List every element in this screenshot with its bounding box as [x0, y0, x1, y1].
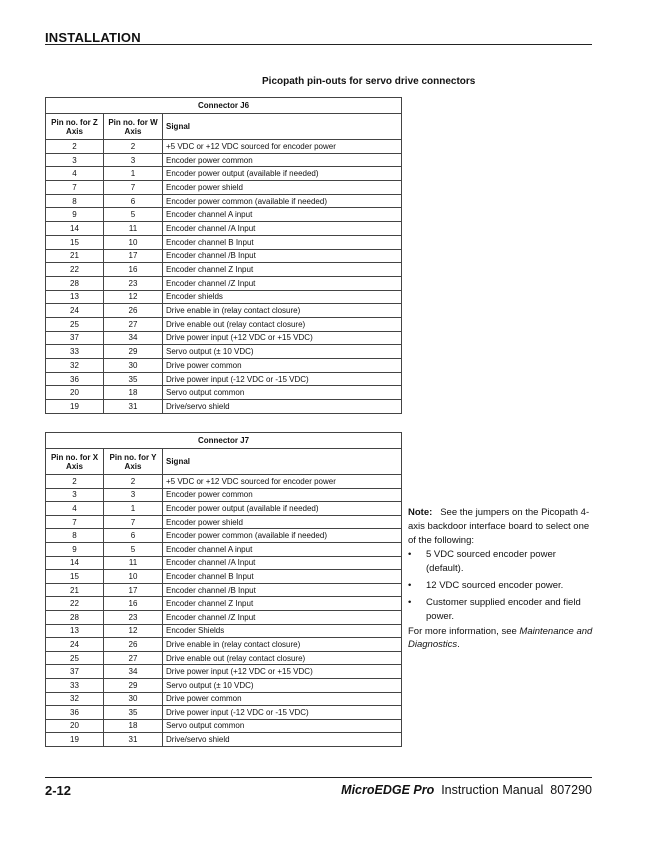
pin-cell-2: 17 [104, 249, 163, 263]
pin-cell-1: 37 [46, 665, 104, 679]
footer-manual-info [341, 783, 592, 797]
pin-cell-2: 12 [104, 290, 163, 304]
signal-cell: Encoder power common (available if needed) [163, 194, 402, 208]
page-title: Picopath pin-outs for servo drive connectors [262, 76, 476, 87]
signal-cell: Encoder power common [163, 488, 402, 502]
pin-cell-1: 22 [46, 597, 104, 611]
connector-j7-table [45, 432, 402, 747]
pin-cell-2: 35 [104, 706, 163, 720]
pin-cell-1: 33 [46, 345, 104, 359]
column-header-w-axis: Pin no. for W Axis [104, 114, 163, 140]
pin-cell-1: 21 [46, 249, 104, 263]
pin-cell-2: 12 [104, 624, 163, 638]
pin-cell-2: 31 [104, 733, 163, 747]
column-header-signal: Signal [163, 114, 402, 140]
table-row [46, 249, 402, 263]
note-paragraph [408, 506, 593, 548]
table-row [46, 331, 402, 345]
table-row [46, 317, 402, 331]
table-row [46, 263, 402, 277]
pin-cell-1: 32 [46, 692, 104, 706]
signal-cell: Encoder channel B Input [163, 235, 402, 249]
table-body [46, 475, 402, 747]
pin-cell-2: 6 [104, 529, 163, 543]
signal-cell: Drive enable in (relay contact closure) [163, 304, 402, 318]
column-header-signal: Signal [163, 449, 402, 475]
signal-cell: Encoder shields [163, 290, 402, 304]
pin-cell-2: 34 [104, 331, 163, 345]
pin-cell-1: 15 [46, 235, 104, 249]
pin-cell-1: 2 [46, 475, 104, 489]
table-row [46, 400, 402, 414]
pin-cell-2: 11 [104, 556, 163, 570]
pin-cell-2: 16 [104, 263, 163, 277]
table-caption: Connector J7 [46, 433, 402, 449]
pin-cell-2: 34 [104, 665, 163, 679]
signal-cell: Encoder channel Z Input [163, 263, 402, 277]
table-row [46, 733, 402, 747]
note-label: Note: [408, 507, 433, 518]
signal-cell: Drive power common [163, 359, 402, 373]
pin-cell-2: 6 [104, 194, 163, 208]
more-info-prefix: For more information, see [408, 626, 520, 637]
pin-cell-1: 15 [46, 570, 104, 584]
pin-cell-1: 25 [46, 317, 104, 331]
signal-cell: Encoder power common [163, 153, 402, 167]
signal-cell: Servo output common [163, 719, 402, 733]
signal-cell: Encoder channel A input [163, 208, 402, 222]
pin-cell-1: 32 [46, 359, 104, 373]
manual-number: 807290 [550, 783, 592, 797]
signal-cell: Encoder channel /Z Input [163, 610, 402, 624]
table-row [46, 529, 402, 543]
pin-cell-1: 14 [46, 556, 104, 570]
pin-cell-1: 13 [46, 624, 104, 638]
pin-cell-1: 37 [46, 331, 104, 345]
pin-cell-2: 29 [104, 678, 163, 692]
pin-cell-1: 8 [46, 194, 104, 208]
pin-cell-1: 28 [46, 276, 104, 290]
signal-cell: Drive/servo shield [163, 400, 402, 414]
pin-cell-1: 4 [46, 502, 104, 516]
pin-cell-2: 31 [104, 400, 163, 414]
table-row [46, 638, 402, 652]
table-row [46, 181, 402, 195]
column-header-x-axis: Pin no. for X Axis [46, 449, 104, 475]
table-row [46, 556, 402, 570]
connector-j6-table [45, 97, 402, 414]
pin-cell-1: 36 [46, 372, 104, 386]
signal-cell: Drive power common [163, 692, 402, 706]
pin-cell-2: 26 [104, 638, 163, 652]
pin-cell-1: 22 [46, 263, 104, 277]
pin-cell-1: 9 [46, 208, 104, 222]
table-row [46, 515, 402, 529]
signal-cell: Drive enable in (relay contact closure) [163, 638, 402, 652]
signal-cell: Servo output (± 10 VDC) [163, 678, 402, 692]
signal-cell: Encoder power shield [163, 515, 402, 529]
signal-cell: Encoder power common (available if needed) [163, 529, 402, 543]
table-row [46, 502, 402, 516]
table-row [46, 488, 402, 502]
table-row [46, 304, 402, 318]
page-number: 2-12 [45, 783, 72, 798]
pin-cell-1: 36 [46, 706, 104, 720]
table-row [46, 678, 402, 692]
pin-cell-1: 33 [46, 678, 104, 692]
pin-cell-2: 5 [104, 208, 163, 222]
pin-cell-2: 2 [104, 140, 163, 154]
pin-cell-2: 1 [104, 502, 163, 516]
pin-cell-1: 13 [46, 290, 104, 304]
pin-cell-2: 27 [104, 651, 163, 665]
pin-cell-2: 2 [104, 475, 163, 489]
pin-cell-2: 29 [104, 345, 163, 359]
signal-cell: Servo output common [163, 386, 402, 400]
pin-cell-1: 7 [46, 515, 104, 529]
pin-cell-1: 4 [46, 167, 104, 181]
table-row [46, 359, 402, 373]
signal-cell: Drive power input (-12 VDC or -15 VDC) [163, 706, 402, 720]
table-row [46, 610, 402, 624]
column-header-y-axis: Pin no. for Y Axis [104, 449, 163, 475]
pin-cell-2: 7 [104, 181, 163, 195]
pin-cell-1: 25 [46, 651, 104, 665]
pin-cell-2: 10 [104, 570, 163, 584]
pin-cell-2: 18 [104, 386, 163, 400]
signal-cell: Servo output (± 10 VDC) [163, 345, 402, 359]
table-row [46, 386, 402, 400]
table-row [46, 597, 402, 611]
signal-cell: Encoder channel /Z Input [163, 276, 402, 290]
table-row [46, 665, 402, 679]
pin-cell-2: 3 [104, 153, 163, 167]
more-info [408, 625, 593, 651]
pin-cell-1: 19 [46, 400, 104, 414]
pin-cell-1: 20 [46, 386, 104, 400]
table-row [46, 583, 402, 597]
section-title: INSTALLATION [45, 30, 141, 45]
table-row [46, 222, 402, 236]
column-header-z-axis: Pin no. for Z Axis [46, 114, 104, 140]
pin-cell-2: 23 [104, 610, 163, 624]
pin-cell-2: 18 [104, 719, 163, 733]
pin-cell-2: 35 [104, 372, 163, 386]
pin-cell-2: 3 [104, 488, 163, 502]
signal-cell: Encoder channel B Input [163, 570, 402, 584]
signal-cell: Encoder channel /A Input [163, 556, 402, 570]
pin-cell-2: 30 [104, 359, 163, 373]
pin-cell-1: 2 [46, 140, 104, 154]
signal-cell: Encoder channel /A Input [163, 222, 402, 236]
pin-cell-2: 7 [104, 515, 163, 529]
pin-cell-1: 20 [46, 719, 104, 733]
table-row [46, 276, 402, 290]
table-row [46, 542, 402, 556]
table-row [46, 194, 402, 208]
list-item: • 12 VDC sourced encoder power. [408, 579, 593, 593]
table-body [46, 140, 402, 414]
signal-cell: Encoder power output (available if needed) [163, 502, 402, 516]
table-row [46, 624, 402, 638]
note-list [408, 548, 593, 624]
pin-cell-1: 21 [46, 583, 104, 597]
header-rule [45, 44, 592, 45]
pin-cell-2: 23 [104, 276, 163, 290]
pin-cell-2: 27 [104, 317, 163, 331]
pin-cell-2: 5 [104, 542, 163, 556]
pin-cell-2: 16 [104, 597, 163, 611]
signal-cell: Encoder channel /B Input [163, 583, 402, 597]
product-name: MicroEDGE Pro [341, 783, 435, 797]
signal-cell: Drive power input (-12 VDC or -15 VDC) [163, 372, 402, 386]
table-row [46, 706, 402, 720]
pin-cell-2: 10 [104, 235, 163, 249]
pin-cell-1: 3 [46, 153, 104, 167]
pin-cell-1: 19 [46, 733, 104, 747]
pin-cell-1: 7 [46, 181, 104, 195]
pin-cell-1: 28 [46, 610, 104, 624]
signal-cell: Drive enable out (relay contact closure) [163, 651, 402, 665]
table-row [46, 290, 402, 304]
table-row [46, 475, 402, 489]
list-item: • 5 VDC sourced encoder power (default). [408, 548, 593, 576]
signal-cell: Encoder channel /B Input [163, 249, 402, 263]
table-row [46, 372, 402, 386]
pin-cell-2: 26 [104, 304, 163, 318]
note-box [408, 506, 593, 627]
signal-cell: Encoder power output (available if needed) [163, 167, 402, 181]
signal-cell: Encoder channel Z Input [163, 597, 402, 611]
pin-cell-1: 14 [46, 222, 104, 236]
table-row [46, 692, 402, 706]
table-row [46, 167, 402, 181]
list-item: • Customer supplied encoder and field power. [408, 596, 593, 624]
pin-cell-1: 24 [46, 304, 104, 318]
more-info-reference: Maintenance and Diagnostics [408, 626, 593, 650]
signal-cell: Drive/servo shield [163, 733, 402, 747]
manual-label: Instruction Manual [441, 783, 544, 797]
table-row [46, 719, 402, 733]
table-row [46, 570, 402, 584]
more-info-suffix: . [457, 639, 460, 650]
table-caption: Connector J6 [46, 98, 402, 114]
note-text: See the jumpers on the Picopath 4-axis backdoor interface board to select one of the following: [408, 507, 590, 546]
pin-cell-2: 30 [104, 692, 163, 706]
table-row [46, 345, 402, 359]
pin-cell-1: 24 [46, 638, 104, 652]
pin-cell-1: 3 [46, 488, 104, 502]
signal-cell: Drive power input (+12 VDC or +15 VDC) [163, 665, 402, 679]
signal-cell: Encoder Shields [163, 624, 402, 638]
table-row [46, 651, 402, 665]
pin-cell-1: 9 [46, 542, 104, 556]
signal-cell: +5 VDC or +12 VDC sourced for encoder power [163, 140, 402, 154]
pin-cell-2: 17 [104, 583, 163, 597]
table-row [46, 153, 402, 167]
signal-cell: Encoder channel A input [163, 542, 402, 556]
table-row [46, 208, 402, 222]
signal-cell: +5 VDC or +12 VDC sourced for encoder power [163, 475, 402, 489]
pin-cell-1: 8 [46, 529, 104, 543]
footer-rule [45, 777, 592, 778]
signal-cell: Drive enable out (relay contact closure) [163, 317, 402, 331]
signal-cell: Encoder power shield [163, 181, 402, 195]
pin-cell-2: 11 [104, 222, 163, 236]
signal-cell: Drive power input (+12 VDC or +15 VDC) [163, 331, 402, 345]
table-row [46, 140, 402, 154]
pin-cell-2: 1 [104, 167, 163, 181]
table-row [46, 235, 402, 249]
